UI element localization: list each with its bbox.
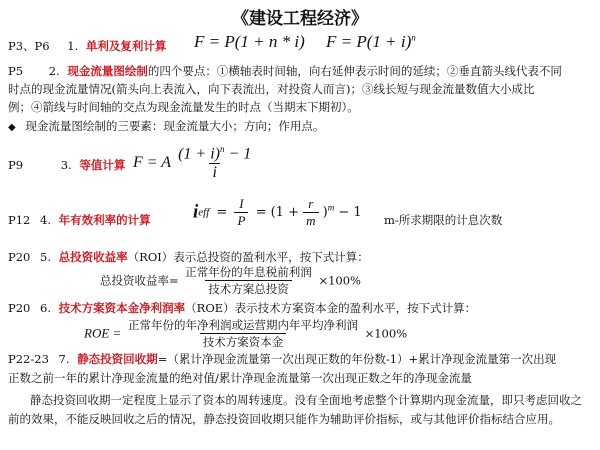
section-1 xyxy=(8,38,166,54)
fraction-denominator: m xyxy=(303,212,318,229)
bullet-diamond-icon: ◆ xyxy=(8,122,16,133)
page-ref: P22-23 xyxy=(8,352,49,366)
section-7-text: =（累计净现金流量第一次出现正数的年份数-1）+累计净现金流量第一次出现 xyxy=(157,352,557,366)
formula-tail: ×100% xyxy=(318,273,361,288)
topic-title: 单利及复利计算 xyxy=(85,39,167,53)
numerator-exponent: n xyxy=(219,144,225,154)
section-2-line-2: 时点的现金流量情况(箭头向上表流入，向下表流出，对投资人而言)；③线长短与现金流量数值大小成比 xyxy=(8,82,535,96)
formula-middle: = (1 + xyxy=(255,205,299,220)
section-5-desc: （ROI）表示总投资的盈利水平，按下式计算： xyxy=(127,250,369,264)
topic-title: 年有效利率的计算 xyxy=(58,213,151,227)
section-7-line-1 xyxy=(8,351,556,368)
item-number: 1. xyxy=(67,39,79,53)
formula-lhs: i xyxy=(193,201,199,223)
page-ref: P20 xyxy=(8,250,31,264)
fraction-denominator: 技术方案资本金 xyxy=(200,333,287,350)
payback-explanation-paragraph: 静态投资回收期一定程度上显示了资本的周转速度。没有全面地考虑整个计算期内现金流量，即只考虑回收之前的效果，不能反映回收之后的情况，静态投资回收期只能作为辅助评价指标，或与其他评价指标结合应用。 xyxy=(8,393,582,426)
formula-lhs: ROE = xyxy=(84,325,122,341)
fraction-numerator xyxy=(175,144,254,163)
section-6 xyxy=(8,300,476,316)
fraction-denominator: 技术方案总投资 xyxy=(205,280,292,297)
formula-tail: ×100% xyxy=(364,326,408,341)
formula-fraction xyxy=(175,144,254,182)
simple-interest-formula: F = P(1 + n * i) xyxy=(194,32,305,51)
compound-formula-exponent: n xyxy=(411,32,416,43)
fraction-numerator: 正常年份的年息税前利润 xyxy=(185,265,312,279)
page-ref: P9 xyxy=(8,158,24,172)
section-2-line-4 xyxy=(8,118,324,136)
formula-tail: − 1 xyxy=(334,205,362,220)
topic-title: 总投资收益率 xyxy=(58,250,128,264)
fraction-numerator: 正常年份的年净利润或运营期内年平均净利润 xyxy=(127,318,358,332)
three-elements-text: 现金流量图绘制的三要素：现金流量大小；方向；作用点。 xyxy=(25,119,325,133)
item-number: 7. xyxy=(58,352,70,366)
fraction-denominator: P xyxy=(234,212,248,229)
roi-fraction xyxy=(182,264,315,297)
section-5 xyxy=(8,249,369,265)
page-title: 《建设工程经济》 xyxy=(232,9,368,29)
section-6-desc: （ROE）表示技术方案资本金的盈利水平，按下式计算： xyxy=(185,301,477,315)
section-7-line-2: 正数之前一年的累计净现金流量的绝对值/累计净现金流量第一次出现正数之年的净现金流量 xyxy=(8,371,472,385)
fraction-numerator: I xyxy=(239,196,244,211)
formula-lhs: F = A xyxy=(133,154,172,172)
item-number: 6. xyxy=(40,301,52,315)
numerator-tail: − 1 xyxy=(224,145,252,163)
page-ref: P20 xyxy=(8,301,31,315)
item-number: 4. xyxy=(40,213,52,227)
roi-formula xyxy=(100,264,361,297)
topic-title: 静态投资回收期 xyxy=(77,352,158,366)
compound-interest-formula xyxy=(326,32,416,52)
fraction-numerator: r xyxy=(308,196,314,211)
formula-lhs: 总投资收益率= xyxy=(100,273,179,288)
compound-formula-base: F = P(1 + i) xyxy=(326,32,412,51)
section-2-line-1 xyxy=(8,63,562,80)
item-number: 2. xyxy=(48,64,60,78)
section-4 xyxy=(8,212,151,228)
topic-title: 等值计算 xyxy=(79,158,126,172)
section-2-text: 的四个要点：①横轴表时间轴，向右延伸表示时间的延续；②垂直箭头线代表不同 xyxy=(147,64,562,78)
topic-title: 现金流量图绘制 xyxy=(67,64,148,78)
page-ref: P5 xyxy=(8,64,24,78)
formula-lhs-subscript: eff xyxy=(198,206,210,219)
item-number: 3. xyxy=(60,158,72,172)
section-3 xyxy=(8,157,125,173)
equivalence-formula xyxy=(133,144,254,182)
topic-title: 技术方案资本金净利润率 xyxy=(58,301,186,315)
fraction-denominator: i xyxy=(209,163,219,182)
effective-rate-formula xyxy=(193,196,362,229)
i-over-p-fraction xyxy=(234,196,248,229)
numerator-base: (1 + i) xyxy=(178,145,220,163)
section-2-line-3: 例；④箭线与时间轴的交点为现金流量发生的时点（当期末下期初）。 xyxy=(8,100,359,114)
close-paren: ) xyxy=(322,205,328,220)
roe-formula xyxy=(84,317,407,350)
exponent: m xyxy=(327,202,335,213)
page-ref: P12 xyxy=(8,213,31,227)
roe-fraction xyxy=(125,317,361,350)
item-number: 5. xyxy=(40,250,52,264)
r-over-m-fraction xyxy=(303,196,318,229)
equals-sign: = xyxy=(216,205,228,220)
m-definition-note: m-所求期限的计息次数 xyxy=(384,213,503,227)
page-ref: P3、P6 xyxy=(8,39,50,53)
